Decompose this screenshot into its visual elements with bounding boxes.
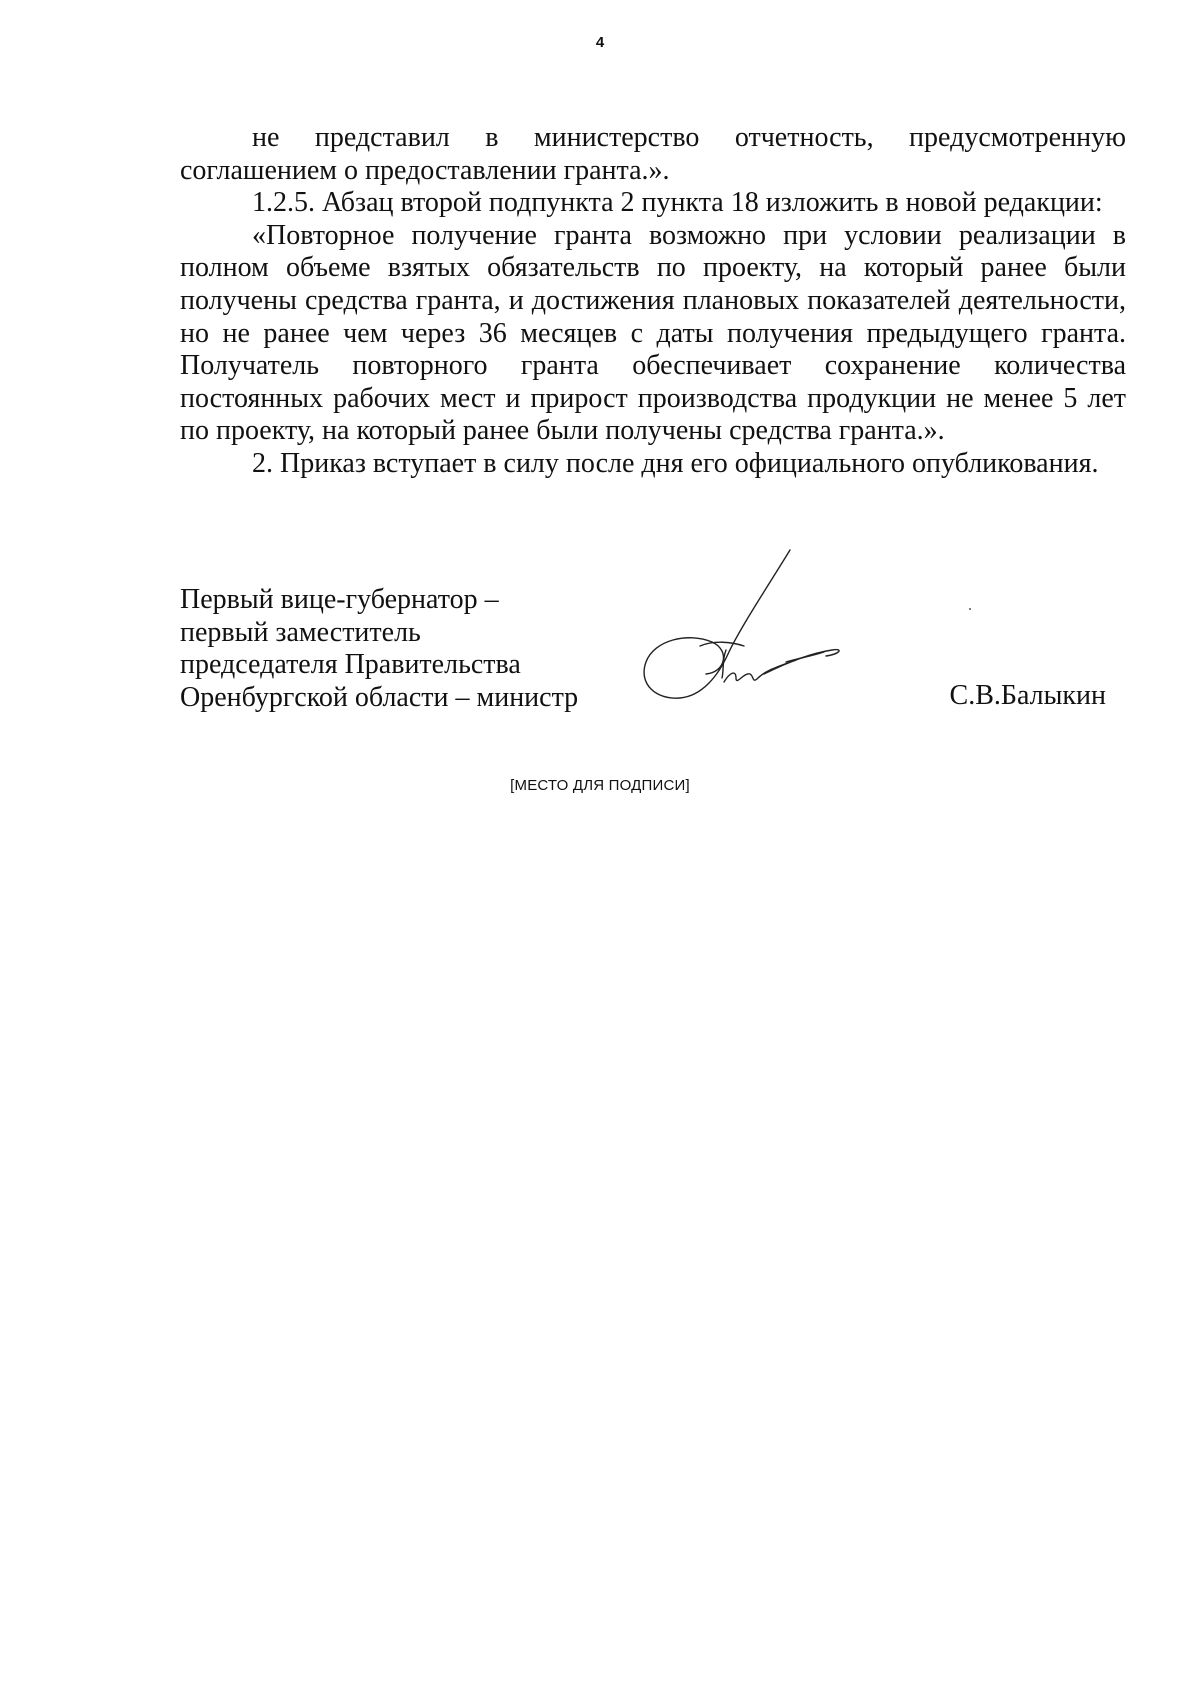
signatory-position	[180, 584, 610, 714]
paragraph-entry-into-force: 2. Приказ вступает в силу после дня его официального опубликования.	[252, 447, 1099, 479]
position-line: председателя Правительства	[180, 649, 521, 681]
handwritten-signature-icon	[640, 546, 870, 716]
position-line: первый заместитель	[180, 616, 421, 648]
signature-placeholder: [МЕСТО ДЛЯ ПОДПИСИ]	[510, 777, 690, 794]
document-body	[180, 122, 1126, 481]
paragraph-amendment-item: 1.2.5. Абзац второй подпункта 2 пункта 18 изложить в новой редакции:	[252, 187, 1103, 219]
paragraph-new-wording: «Повторное получение гранта возможно при условии реализации в полном объеме взятых обязательств по проекту, на который ранее были получены средства гранта, и достижения плановых показателей деятельности, но не ранее чем через 36 месяцев с даты получения предыдущего гранта. Получатель повторного гранта обеспечивает сохранение количества постоянных рабочих мест и прирост производства продукции не менее 5 лет по проекту, на который ранее были получены средства гранта.».	[180, 219, 1126, 447]
paragraph-continuation: не представил в министерство отчетность, предусмотренную соглашением о предоставлении гранта.».	[180, 122, 1126, 186]
stray-dot	[969, 608, 971, 610]
position-line: Оренбургской области – министр	[180, 681, 579, 713]
page-number: 4	[595, 34, 605, 51]
signer-name: С.В.Балыкин	[949, 680, 1106, 711]
position-line: Первый вице-губернатор –	[180, 584, 499, 615]
